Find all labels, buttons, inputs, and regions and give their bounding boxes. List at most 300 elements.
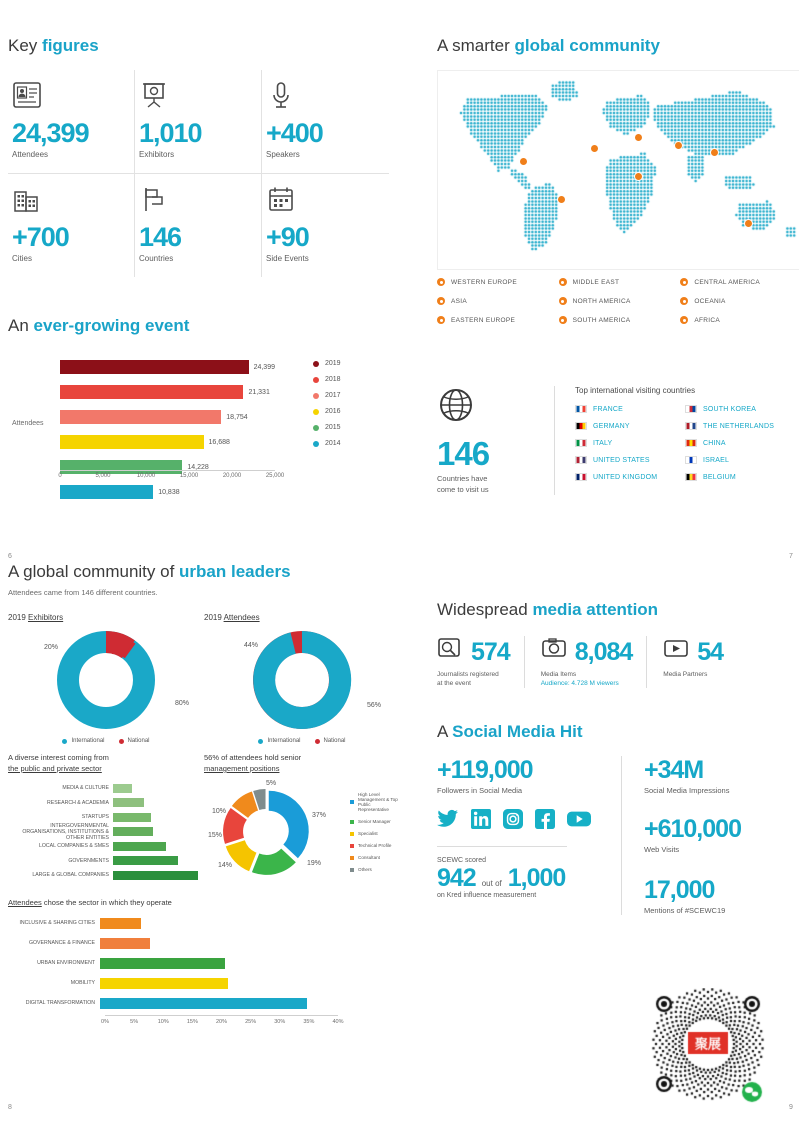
attendees-donut-title (204, 613, 400, 622)
donut-word: Exhibitors (28, 613, 64, 622)
senior-pie-block (204, 752, 400, 894)
calendar-icon (266, 184, 381, 218)
media-stat-sub (437, 670, 510, 688)
media-stat-top (541, 636, 633, 667)
map-legend-pin-icon (559, 316, 567, 324)
social-title-plain: A (437, 722, 453, 741)
key-figure-countries (135, 174, 262, 277)
map-region-legend (437, 278, 799, 324)
key-figures-title (8, 36, 408, 56)
country-item (575, 422, 685, 430)
kred-outof: out of (481, 879, 502, 888)
flag-icon (575, 422, 587, 430)
map-legend-item (437, 297, 559, 305)
chart-legend-item (313, 424, 341, 431)
attendees-donut-legend (204, 738, 400, 744)
page-number: 6 (8, 553, 12, 560)
key-figures-title-accent: figures (42, 36, 99, 55)
pie-legend-label: Senior Manager (358, 819, 391, 824)
sector-bar-label: URBAN ENVIRONMENT (37, 960, 95, 966)
sector-bars (8, 915, 408, 1011)
global-community-title (437, 36, 797, 56)
exhibitors-donut (8, 622, 204, 734)
map-legend-pin-icon (437, 316, 445, 324)
media-stat-sub1: Media Items (540, 671, 577, 678)
legend-label: International (71, 738, 105, 744)
globe-icon (437, 386, 544, 429)
chart-legend-label: 2018 (325, 376, 341, 383)
journalist-icon (437, 636, 463, 667)
interest-bar (113, 798, 144, 807)
presentation-icon (139, 80, 253, 114)
media-stat-sub (663, 670, 723, 679)
map-pin (557, 195, 566, 204)
senior-title-line2: management positions (204, 764, 280, 773)
key-figures-grid (8, 70, 408, 277)
chart-bar-row (60, 481, 275, 503)
key-figure-exhibitors (135, 70, 262, 174)
key-figure-label: Speakers (266, 150, 300, 159)
chart-bar (60, 385, 243, 399)
map-legend-pin-icon (680, 278, 688, 286)
donut-year: 2019 (204, 613, 224, 622)
chart-bar-value: 10,838 (158, 488, 180, 496)
chart-bar-row (60, 406, 275, 428)
media-title-accent: media attention (532, 600, 659, 619)
donut-word: Attendees (223, 613, 260, 622)
page-number: 7 (789, 553, 793, 560)
sector-x-tick: 25% (245, 1019, 257, 1025)
interest-bar (113, 871, 198, 880)
country-name: SOUTH KOREA (703, 405, 757, 413)
key-figure-label: Side Events (266, 254, 309, 263)
legend-label: National (323, 738, 346, 744)
senior-title-line1: 56% of attendees hold senior (204, 753, 302, 762)
interest-bar (113, 827, 153, 836)
key-figure-speakers (262, 70, 389, 174)
kred-head: SCEWC scored (437, 857, 487, 864)
pie-legend-item (350, 867, 402, 872)
sector-bar (100, 978, 228, 989)
map-pin (590, 144, 599, 153)
legend-label: National (127, 738, 150, 744)
social-title-accent: Social Media Hit (452, 722, 583, 741)
youtube-icon[interactable] (567, 809, 591, 834)
facebook-icon[interactable] (535, 809, 555, 834)
media-stat-sub2: at the event (437, 680, 471, 687)
chart-legend-item (313, 392, 341, 399)
twitter-icon[interactable] (437, 809, 459, 834)
sector-axis (101, 1015, 344, 1027)
country-name: BELGIUM (703, 473, 736, 481)
chart-legend-label: 2015 (325, 424, 341, 431)
chart-legend-item (313, 440, 341, 447)
chart-bar-value: 16,688 (208, 438, 230, 446)
ever-growing-title-accent: ever-growing event (33, 316, 190, 335)
media-title-plain: Widespread (437, 600, 533, 619)
interest-bar (113, 856, 178, 865)
chart-bar (60, 360, 249, 374)
interest-chart-block (8, 752, 204, 894)
country-name: UNITED KINGDOM (593, 473, 658, 481)
interest-bar-label: STARTUPS (81, 814, 109, 820)
chart-legend-item (313, 376, 341, 383)
pie-legend-item (350, 792, 402, 812)
chart-bar-row (60, 356, 275, 378)
sector-x-tick: 0% (101, 1019, 109, 1025)
page-number: 8 (8, 1104, 12, 1111)
global-community-title-plain: A smarter (437, 36, 515, 55)
country-item (685, 456, 795, 464)
interest-bar-label: MEDIA & CULTURE (62, 785, 109, 791)
media-attention-section (437, 600, 797, 688)
chart-legend-item (313, 360, 341, 367)
sector-x-tick: 35% (303, 1019, 315, 1025)
chart-bar-value: 24,399 (253, 363, 275, 371)
country-name: GERMANY (593, 422, 630, 430)
map-legend-item (559, 316, 681, 324)
world-map-dots (438, 71, 799, 270)
chart-x-axis (60, 470, 275, 471)
pie-legend-item (350, 831, 402, 836)
chart-x-tick: 15,000 (179, 473, 199, 479)
country-name: FRANCE (593, 405, 623, 413)
key-figure-value: 24,399 (12, 118, 89, 148)
flag-icon (685, 473, 697, 481)
media-stat-sub (541, 670, 633, 688)
social-right-column (622, 756, 741, 915)
exhibitors-donut-legend (8, 738, 204, 744)
sector-bar-row (8, 995, 408, 1011)
map-legend-item (559, 278, 681, 286)
countries-list-wrap (555, 386, 795, 495)
media-stat-sub1: Journalists registered (437, 671, 499, 678)
sector-x-tick: 10% (157, 1019, 169, 1025)
sector-bar-row (8, 935, 408, 951)
interest-bar-label: LARGE & GLOBAL COMPANIES (32, 872, 109, 878)
chart-x-tick: 0 (58, 473, 62, 479)
map-legend-item (437, 316, 559, 324)
map-legend-pin-icon (680, 297, 688, 305)
urban-title (8, 562, 408, 582)
pie-legend-label: Consultant (358, 855, 380, 860)
media-stat-partners (646, 636, 737, 688)
chart-x-tick: 10,000 (136, 473, 156, 479)
followers-label: Followers in Social Media (437, 786, 523, 795)
pie-legend-label: High Level Management & Top Public Representative (358, 792, 398, 812)
countries-summary (437, 386, 555, 495)
followers-number: +119,000 (437, 756, 533, 784)
media-title (437, 600, 797, 620)
countries-section (437, 386, 797, 495)
sector-bar-label: INCLUSIVE & SHARING CITIES (19, 920, 95, 926)
kred-total: 1,000 (507, 864, 566, 892)
key-figure-label: Exhibitors (139, 150, 175, 159)
country-name: THE NETHERLANDS (703, 422, 775, 430)
country-name: ITALY (593, 439, 613, 447)
urban-title-accent: urban leaders (179, 562, 291, 581)
pie-legend-item (350, 855, 402, 860)
map-legend-label: EASTERN EUROPE (451, 316, 516, 324)
map-legend-label: ASIA (451, 297, 468, 305)
legend-national (119, 738, 150, 744)
urban-subtitle: Attendees came from 146 different countries. (8, 588, 158, 597)
country-item (575, 439, 685, 447)
key-figure-side-events (262, 174, 389, 277)
ever-growing-title-plain: An (8, 316, 34, 335)
chart-legend (313, 360, 341, 456)
legend-international (258, 738, 300, 744)
pie-label: 5% (266, 780, 277, 787)
city-icon (12, 184, 126, 218)
map-legend-pin-icon (559, 297, 567, 305)
map-legend-item (680, 316, 799, 324)
country-item (575, 473, 685, 481)
key-figure-value: 1,010 (139, 118, 202, 148)
sector-x-tick: 30% (274, 1019, 286, 1025)
sector-bar (100, 998, 307, 1009)
sector-bar (100, 938, 150, 949)
media-stats-row (437, 636, 797, 688)
pie-label: 37% (312, 812, 327, 819)
social-title (437, 722, 797, 742)
chart-legend-item (313, 408, 341, 415)
play-icon (663, 636, 689, 667)
map-pin (519, 157, 528, 166)
media-stat-top (437, 636, 510, 667)
countries-subtitle (437, 473, 544, 495)
badge-icon (12, 80, 126, 114)
key-figure-attendees (8, 70, 135, 174)
key-figure-label: Cities (12, 254, 33, 263)
media-stat-top (663, 636, 723, 667)
key-figure-value: +700 (12, 222, 69, 252)
sector-bar (100, 958, 225, 969)
map-legend-item (680, 278, 799, 286)
media-stat-sub1: Media Partners (663, 671, 708, 678)
chart-bar-value: 18,754 (226, 413, 248, 421)
urban-leaders-section (8, 562, 408, 1027)
key-figure-value: +400 (266, 118, 323, 148)
media-stat-number: 54 (697, 637, 724, 666)
interest-bar (113, 784, 132, 793)
world-map (437, 70, 799, 270)
legend-national (315, 738, 346, 744)
pie-slice (252, 849, 296, 875)
key-figure-value: +90 (266, 222, 309, 252)
interest-bar-row (8, 869, 204, 881)
chart-legend-label: 2014 (325, 440, 341, 447)
chart-bar (60, 435, 204, 449)
key-figure-value: 146 (139, 222, 182, 252)
mentions-number: 17,000 (644, 876, 715, 904)
map-pin (744, 219, 753, 228)
social-media-section (437, 722, 797, 915)
map-pin (674, 141, 683, 150)
countries-subtitle-line2: come to visit us (437, 485, 489, 494)
interest-bar (113, 842, 166, 851)
pie-label: 19% (307, 860, 322, 867)
map-legend-pin-icon (559, 278, 567, 286)
sector-x-tick: 20% (215, 1019, 228, 1025)
interest-bar-label: RESEARCH & ACADEMIA (47, 799, 109, 806)
map-legend-label: AFRICA (694, 316, 720, 324)
chart-legend-label: 2019 (325, 360, 341, 367)
map-legend-label: NORTH AMERICA (572, 297, 631, 305)
sector-x-tick: 15% (186, 1019, 198, 1025)
qr-code[interactable] (648, 988, 768, 1106)
qr-code-canvas (648, 988, 768, 1106)
pie-legend-label: Others (358, 867, 372, 872)
map-legend-label: CENTRAL AMERICA (694, 278, 760, 286)
flag-icon (685, 439, 697, 447)
interest-bar-label: GOVERNMENTS (68, 857, 109, 864)
social-divider (437, 846, 567, 847)
country-name: UNITED STATES (593, 456, 650, 464)
global-community-title-accent: global community (514, 36, 660, 55)
flag-icon (575, 405, 587, 413)
map-legend-pin-icon (437, 297, 445, 305)
key-figures-section (8, 36, 408, 277)
attendees-donut-block (204, 603, 400, 744)
flag-icon (685, 405, 697, 413)
chart-bar-row (60, 381, 275, 403)
social-icons (437, 809, 609, 834)
impressions-number: +34M (644, 756, 704, 784)
pie-slice (269, 791, 309, 858)
map-legend-label: OCEANIA (694, 297, 726, 305)
interest-bar-label: INTERGOVERNMENTAL ORGANISATIONS, INSTITUTIONS & OTHER ENTITIES (22, 822, 109, 841)
senior-pie-legend (350, 792, 402, 879)
urban-title-plain: A global community of (8, 562, 180, 581)
senior-pie-title (204, 752, 400, 774)
media-stat-number: 8,084 (574, 637, 633, 666)
social-left-column (437, 756, 622, 915)
attendees-donut (204, 622, 400, 734)
media-stat-number: 574 (471, 637, 510, 666)
instagram-icon[interactable] (503, 809, 523, 834)
social-grid (437, 756, 797, 915)
sector-x-tick: 40% (332, 1019, 344, 1025)
sector-x-tick: 5% (130, 1019, 139, 1025)
flag-icon (575, 456, 587, 464)
global-community-section (437, 36, 797, 324)
map-legend-label: SOUTH AMERICA (572, 316, 631, 324)
media-stat-journalists (437, 636, 524, 688)
map-pin (634, 133, 643, 142)
sector-bar (100, 918, 141, 929)
kred-score-line (437, 864, 609, 892)
exhibitors-donut-block (8, 603, 204, 744)
countries-list-title: Top international visiting countries (575, 386, 696, 395)
pie-legend-item (350, 843, 402, 848)
chart-bars (60, 356, 275, 506)
chart-bar (60, 485, 153, 499)
flag-icon (575, 439, 587, 447)
exhibitors-donut-title (8, 613, 204, 622)
interest-chart-title (8, 752, 204, 774)
mentions-label: Mentions of #SCEWC19 (644, 906, 726, 915)
interest-bar-row (8, 782, 204, 794)
key-figure-cities (8, 174, 135, 277)
pie-legend-label: Technical Profile (358, 843, 392, 848)
interest-bar-row (8, 822, 204, 841)
sector-bar-label: MOBILITY (70, 980, 95, 986)
interest-bar (113, 813, 151, 822)
sector-chart-title (8, 898, 408, 907)
chart-bar-row (60, 431, 275, 453)
map-legend-label: WESTERN EUROPE (451, 278, 517, 286)
media-stat-sub2: Audience: 4.728 M viewers (540, 680, 619, 687)
chart-x-tick: 25,000 (265, 473, 285, 479)
chart-legend-label: 2017 (325, 392, 341, 399)
pie-label: 10% (212, 808, 227, 815)
web-visits-label: Web Visits (644, 845, 680, 854)
country-name: CHINA (703, 439, 726, 447)
flag-icon (139, 184, 253, 218)
chart-x-tick: 5,000 (95, 473, 111, 479)
key-figures-title-plain: Key (8, 36, 43, 55)
country-item (685, 473, 795, 481)
sector-title-word: Attendees (8, 898, 42, 907)
linkedin-icon[interactable] (471, 809, 491, 834)
sector-bar-row (8, 915, 408, 931)
map-legend-item (680, 297, 799, 305)
chart-y-axis-label: Attendees (12, 420, 44, 427)
pie-legend-item (350, 819, 402, 824)
map-legend-item (559, 297, 681, 305)
impressions-label: Social Media Impressions (644, 786, 730, 795)
map-legend-pin-icon (437, 278, 445, 286)
ever-growing-section (8, 316, 408, 512)
chart-bar (60, 410, 221, 424)
map-pin (634, 172, 643, 181)
chart-bar-row (60, 456, 275, 478)
donut-value-label: 20% (44, 644, 59, 651)
chart-bar (60, 460, 182, 474)
page-number: 9 (789, 1104, 793, 1111)
kred-score: 942 (437, 864, 476, 892)
ever-growing-title (8, 316, 408, 336)
countries-subtitle-line1: Countries have (437, 474, 488, 483)
legend-international (62, 738, 104, 744)
country-name: ISRAEL (703, 456, 730, 464)
web-visits-number: +610,000 (644, 815, 741, 843)
attendees-growth-chart (8, 352, 408, 512)
media-stat-items (524, 636, 647, 688)
sector-bar-label: GOVERNANCE & FINANCE (28, 940, 95, 946)
camera-icon (541, 636, 567, 667)
countries-count: 146 (437, 435, 490, 472)
senior-pie (204, 774, 400, 894)
interest-bars (8, 782, 204, 881)
donut-year: 2019 (8, 613, 29, 622)
legend-label: International (267, 738, 301, 744)
sector-bar-row (8, 975, 408, 991)
country-item (685, 439, 795, 447)
microphone-icon (266, 80, 381, 114)
interest-title-line2: the public and private sector (8, 764, 102, 773)
sector-chart-block (8, 898, 408, 1027)
sector-bar-label: DIGITAL TRANSFORMATION (25, 1000, 95, 1006)
flag-icon (575, 473, 587, 481)
countries-list (575, 405, 795, 481)
pie-legend-label: Specialist (358, 831, 378, 836)
map-legend-pin-icon (680, 316, 688, 324)
interest-bar-row (8, 797, 204, 809)
interest-bar-row (8, 840, 204, 852)
country-item (685, 422, 795, 430)
